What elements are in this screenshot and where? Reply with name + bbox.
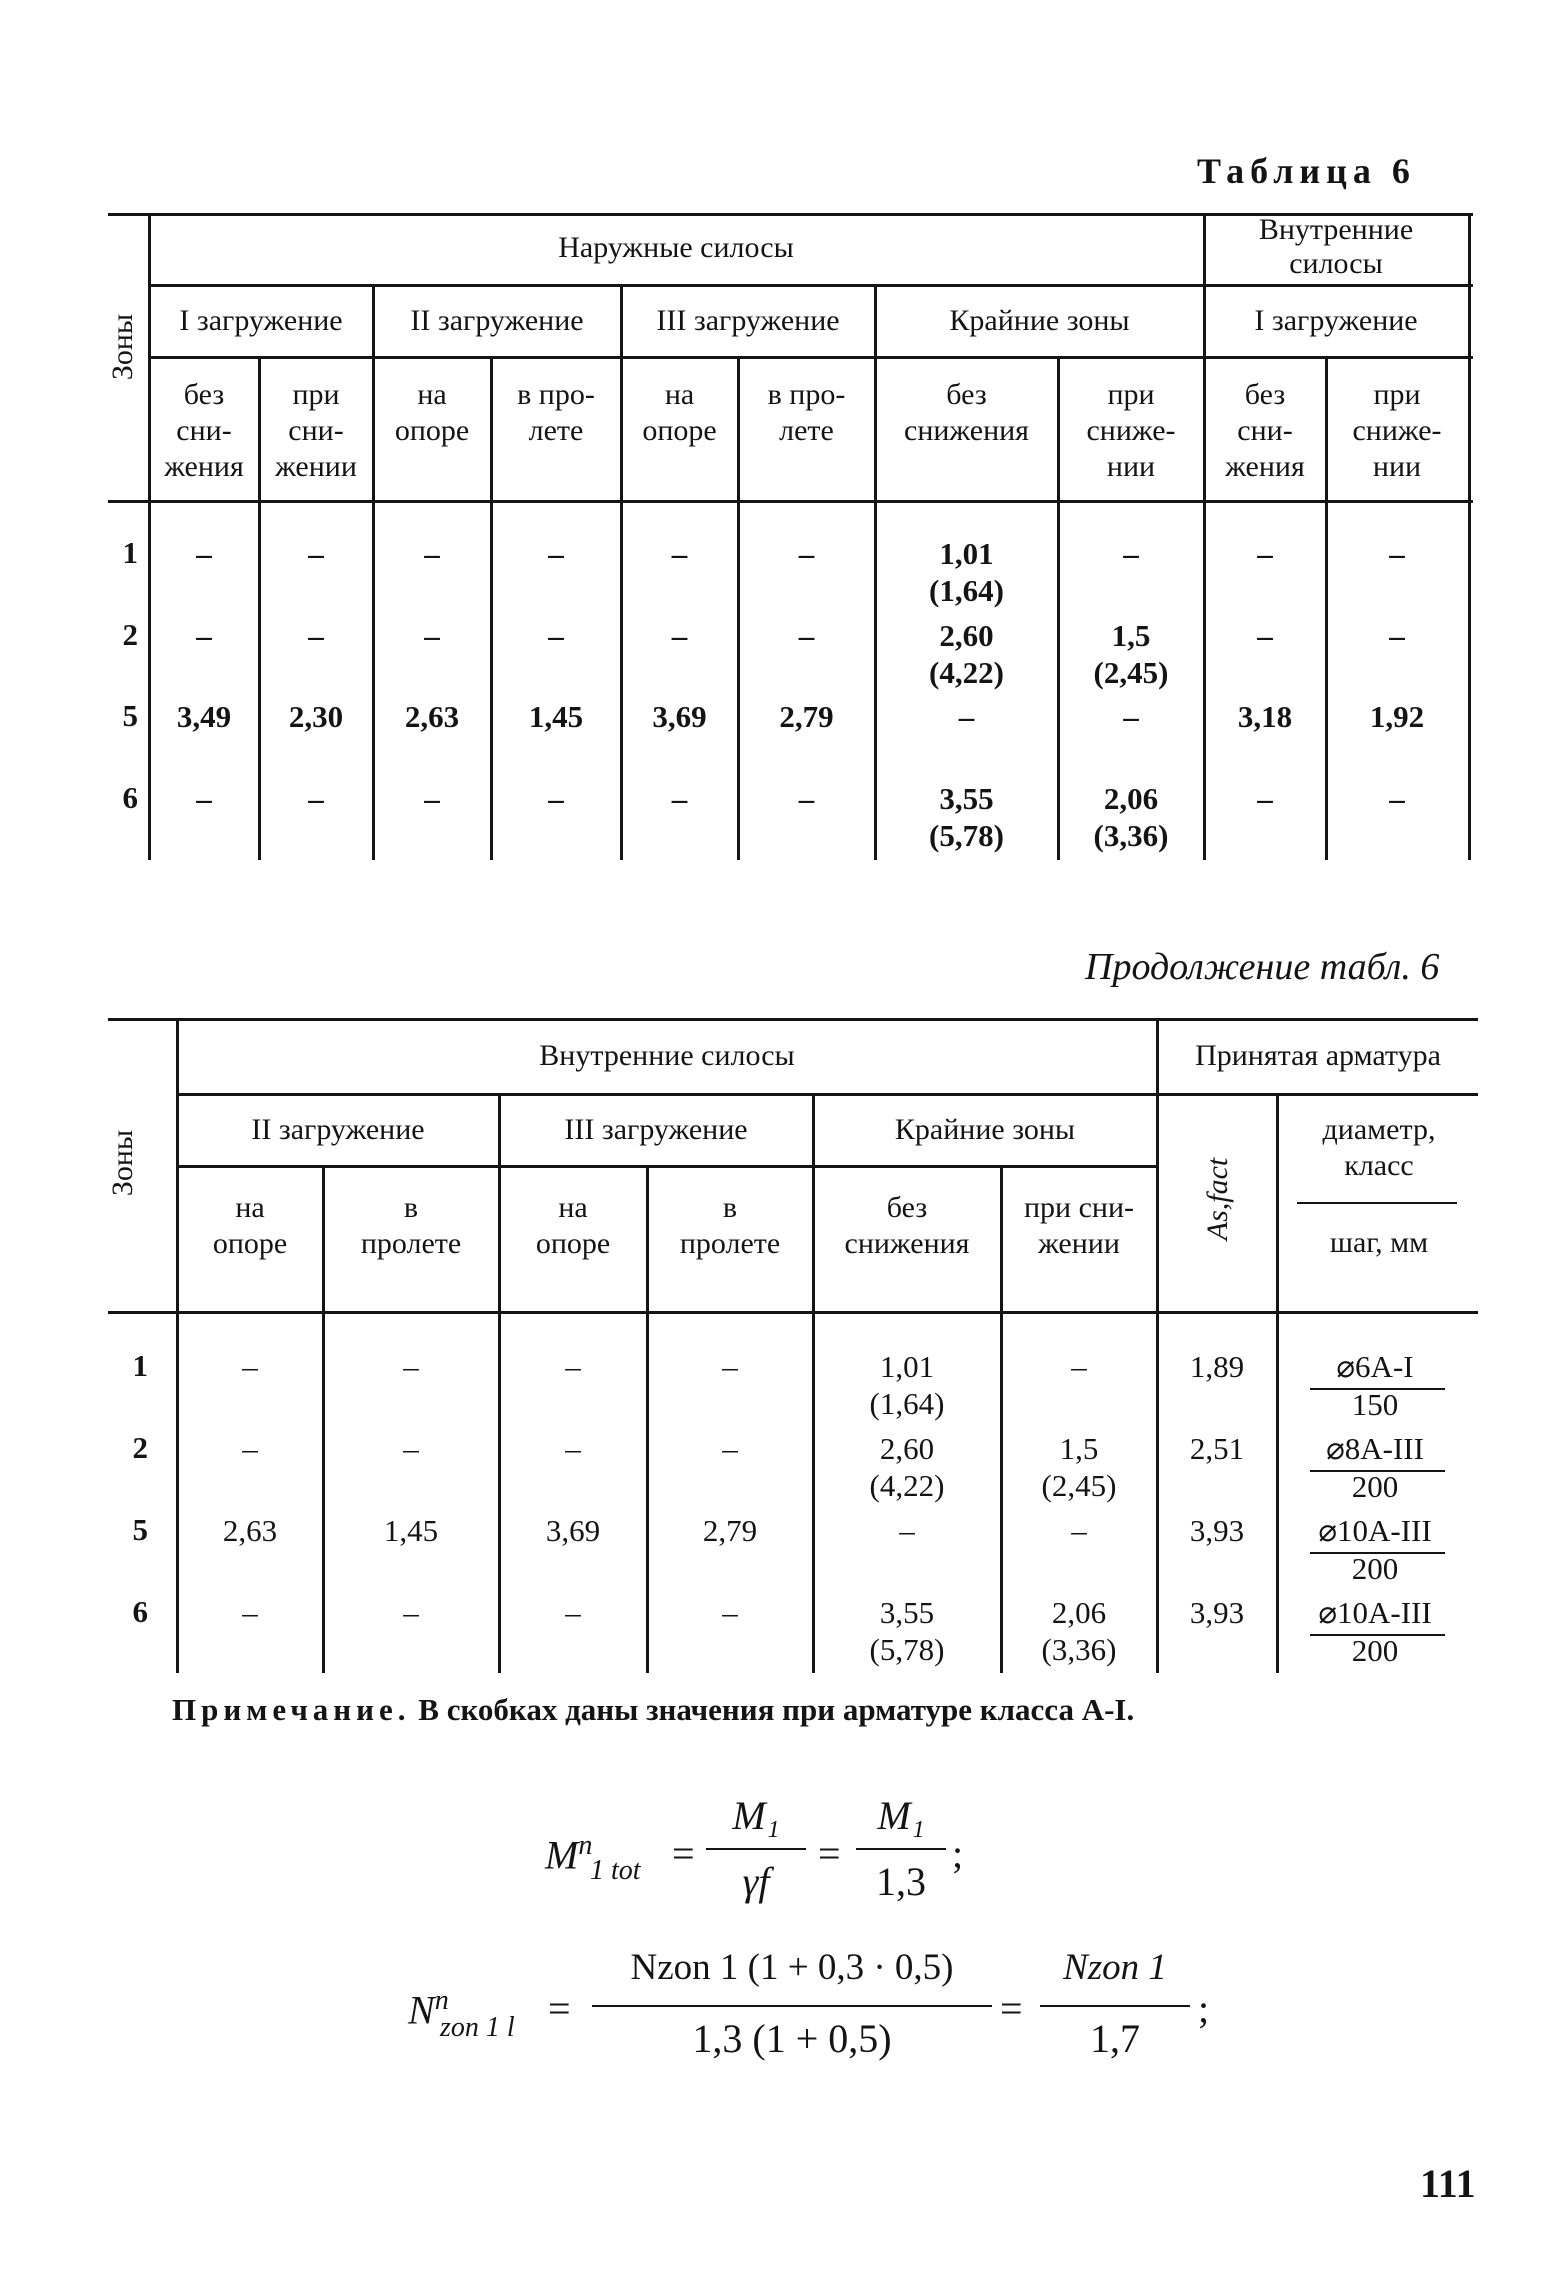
f1-eq2: = (818, 1831, 841, 1876)
t6c-col-4: без снижения (844, 1191, 970, 1260)
f1-eq: = (672, 1831, 695, 1876)
f2-eq2: = (1000, 1986, 1023, 2031)
f1-num2: M₁ (877, 1793, 925, 1838)
t6-sub-0: I загружение (179, 304, 343, 337)
t6c-cell: – (403, 1595, 419, 1630)
t6-col-1: при сни- жении (275, 378, 357, 483)
t6c-cell: – (1071, 1349, 1087, 1384)
t6-cell: 3,18 (1237, 699, 1293, 734)
t6c-cell: – (242, 1595, 258, 1630)
t6c-col-5: при сни- жении (1023, 1191, 1135, 1260)
table6-caption: Таблица 6 (1197, 151, 1416, 191)
t6-zone-cell: 5 (122, 698, 138, 733)
t6c-zone-cell: 6 (132, 1594, 148, 1629)
t6-cell: – (671, 618, 688, 653)
t6c-as-cell: 2,51 (1189, 1431, 1245, 1466)
t6c-cell: 2,60 (4,22) (869, 1431, 945, 1503)
t6-cell: 2,30 (288, 699, 344, 734)
t6-cell: 1,01 (1,64) (929, 536, 1004, 608)
t6c-as-cell: 1,89 (1189, 1349, 1245, 1384)
t6c-cell: – (403, 1431, 419, 1466)
t6-col-3: в про- лете (517, 378, 595, 447)
t6-cell: – (308, 781, 324, 816)
t6-zone-cell: 6 (122, 780, 138, 815)
f1-num1: M₁ (732, 1793, 780, 1838)
t6c-cell: – (722, 1431, 738, 1466)
t6c-sub-1: III загружение (564, 1113, 748, 1146)
outer-silos-header: Наружные силосы (558, 231, 794, 264)
inner-silos-header-cont: Внутренние силосы (539, 1039, 795, 1072)
t6-cell: – (424, 536, 440, 571)
t6-cell: 2,06 (3,36) (1093, 781, 1169, 853)
step-header: шаг, мм (1329, 1226, 1429, 1259)
t6c-rebar-cell: ⌀8A-III (1326, 1431, 1424, 1466)
t6-cell: 1,92 (1369, 699, 1425, 734)
t6-cell: – (548, 781, 564, 816)
t6-cell: – (671, 781, 688, 816)
f1-lhs-sup: n (578, 1830, 593, 1861)
t6-col-4: на опоре (642, 378, 717, 447)
table6-cont-caption: Продолжение табл. 6 (1085, 946, 1440, 988)
t6c-cell: – (722, 1595, 738, 1630)
t6-col-2: на опоре (394, 378, 470, 447)
t6-sub-3: Крайние зоны (949, 304, 1130, 337)
t6-col-9: при сниже- нии (1352, 378, 1442, 483)
t6-cell: – (1123, 536, 1139, 571)
f2-lhs: N (408, 1987, 435, 2033)
note-label: Примечание. (172, 1692, 411, 1727)
t6c-step-cell: 150 (1351, 1387, 1399, 1422)
f2-end: ; (1198, 1986, 1210, 2031)
t6-sub-1: II загружение (410, 304, 584, 337)
t6-col-5: в про- лете (767, 378, 846, 447)
t6-cell: 2,60 (4,22) (929, 618, 1004, 690)
f1-den1: γf (742, 1859, 770, 1904)
t6c-sub-0: II загружение (251, 1113, 425, 1146)
t6-cell: 3,55 (5,78) (929, 781, 1004, 853)
f2-den1: 1,3 (1 + 0,5) (692, 2016, 892, 2061)
t6c-cell: 3,55 (5,78) (869, 1595, 945, 1667)
t6-cell: – (196, 536, 212, 571)
t6-cell: – (798, 536, 815, 571)
note (172, 1692, 1134, 1728)
f1-lhs: M (545, 1832, 579, 1878)
t6-col-7: при сниже- нии (1086, 378, 1176, 483)
t6c-rebar-cell: ⌀10A-III (1318, 1513, 1432, 1548)
t6-cell: 2,79 (779, 699, 834, 734)
t6c-cell: – (403, 1349, 419, 1384)
t6-cell: – (548, 536, 564, 571)
t6c-rebar-cell: ⌀6A-I (1336, 1349, 1414, 1384)
rebar-header: Принятая арматура (1195, 1039, 1441, 1072)
note-text: В скобках даны значения при арматуре класса A-I. (418, 1692, 1135, 1727)
t6c-cell: 1,45 (383, 1513, 439, 1548)
t6c-cell: 2,63 (222, 1513, 278, 1548)
t6c-as-cell: 3,93 (1189, 1513, 1245, 1548)
t6-zone-cell: 1 (122, 535, 138, 570)
t6c-sub-2: Крайние зоны (894, 1113, 1076, 1146)
zones-header: Зоны (106, 313, 139, 381)
t6-cell: – (1257, 781, 1273, 816)
t6-cell: – (671, 536, 688, 571)
t6-cell: – (424, 618, 440, 653)
t6-cell: – (1257, 618, 1273, 653)
f2-lhs-sub: zon 1 l (440, 2012, 515, 2043)
t6c-cell: – (242, 1431, 258, 1466)
t6c-cell: – (1071, 1513, 1087, 1548)
f1-lhs-sub: 1 tot (590, 1855, 641, 1886)
t6-cell: 3,69 (652, 699, 707, 734)
t6c-col-1: в пролете (360, 1191, 462, 1260)
t6c-as-cell: 3,93 (1189, 1595, 1245, 1630)
t6-cell: – (1257, 536, 1273, 571)
t6-cell: – (798, 618, 815, 653)
t6-cell: – (424, 781, 440, 816)
t6-cell: – (958, 699, 975, 734)
t6c-cell: 2,06 (3,36) (1041, 1595, 1117, 1667)
f2-eq: = (548, 1986, 571, 2031)
t6-cell: 3,49 (176, 699, 232, 734)
inner-silos-header: Внутренние силосы (1258, 213, 1414, 280)
t6-cell: 2,63 (404, 699, 460, 734)
t6-cell: – (798, 781, 815, 816)
t6c-rebar-cell: ⌀10A-III (1318, 1595, 1432, 1630)
t6c-zone-cell: 1 (132, 1348, 148, 1383)
t6c-cell: 1,5 (2,45) (1041, 1431, 1117, 1503)
t6c-zone-cell: 2 (132, 1430, 148, 1465)
t6-cell: 1,5 (2,45) (1093, 618, 1169, 690)
t6-sub-2: III загружение (656, 304, 840, 337)
t6c-cell: – (565, 1431, 581, 1466)
f2-num2: Nzon 1 (1063, 1947, 1167, 1988)
t6-cell: – (548, 618, 564, 653)
t6c-step-cell: 200 (1351, 1469, 1399, 1504)
t6-sub-4: I загружение (1254, 304, 1418, 337)
t6c-cell: – (722, 1349, 738, 1384)
as-fact-header: As,fact (1201, 1157, 1234, 1241)
t6c-step-cell: 200 (1351, 1551, 1399, 1586)
t6c-cell: 3,69 (545, 1513, 601, 1548)
t6c-cell: – (565, 1349, 581, 1384)
t6-col-6: без снижения (904, 378, 1029, 447)
t6-cell: – (308, 618, 324, 653)
f2-lhs-sup: n (434, 1985, 449, 2016)
t6c-cell: 2,79 (702, 1513, 758, 1548)
t6-cell: – (1123, 699, 1139, 734)
page-number: 111 (1420, 2161, 1476, 2206)
t6c-step-cell: 200 (1351, 1633, 1399, 1668)
t6-cell: 1,45 (528, 699, 584, 734)
t6c-col-0: на опоре (212, 1191, 288, 1260)
diameter-header: диаметр, класс (1322, 1113, 1436, 1182)
t6-col-0: без сни- жения (164, 378, 244, 483)
zones-header-cont: Зоны (106, 1129, 139, 1197)
t6c-col-3: в пролете (679, 1191, 781, 1260)
t6-cell: – (196, 618, 212, 653)
f1-den2: 1,3 (876, 1859, 926, 1904)
f1-end: ; (952, 1831, 964, 1876)
t6c-zone-cell: 5 (132, 1512, 148, 1547)
t6-cell: – (1389, 618, 1405, 653)
t6c-cell: 1,01 (1,64) (869, 1349, 945, 1421)
t6c-cell: – (565, 1595, 581, 1630)
t6c-cell: – (242, 1349, 258, 1384)
t6c-cell: – (899, 1513, 915, 1548)
t6-cell: – (1389, 536, 1405, 571)
t6-col-8: без сни- жения (1225, 378, 1305, 483)
t6-cell: – (308, 536, 324, 571)
f2-den2: 1,7 (1090, 2016, 1140, 2061)
t6-cell: – (196, 781, 212, 816)
t6-zone-cell: 2 (122, 617, 138, 652)
f2-num1: Nzon 1 (1 + 0,3 · 0,5) (630, 1947, 954, 1988)
t6-cell: – (1389, 781, 1405, 816)
t6c-col-2: на опоре (535, 1191, 611, 1260)
